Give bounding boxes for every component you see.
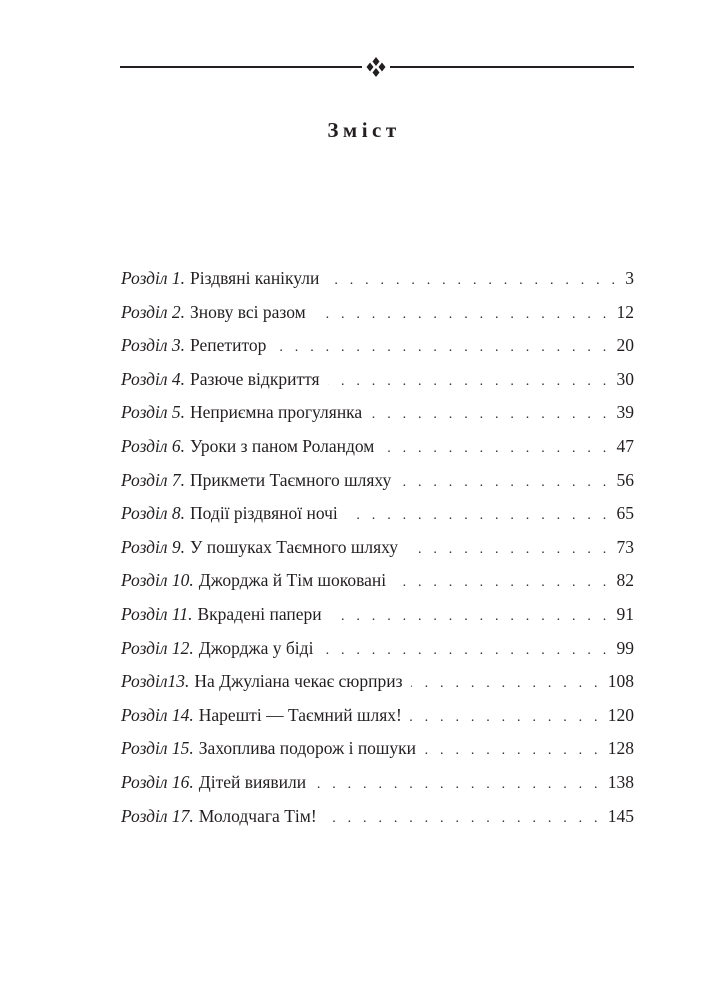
dot-leader bbox=[370, 402, 610, 427]
page-number: 82 bbox=[616, 570, 634, 591]
page-number: 145 bbox=[607, 805, 634, 826]
dot-leader bbox=[325, 806, 602, 831]
page-number: 3 bbox=[625, 268, 634, 288]
toc-entry[interactable] bbox=[121, 602, 634, 636]
dot-leader bbox=[394, 570, 610, 595]
chapter-label: Розділ 9. bbox=[121, 536, 186, 557]
page-number: 47 bbox=[616, 435, 634, 456]
page-number: 108 bbox=[607, 671, 634, 692]
chapter-title: Нарешті — Таємний шлях! bbox=[198, 704, 402, 725]
toc-entry[interactable] bbox=[121, 367, 634, 401]
chapter-title: На Джуліана чекає сюрприз bbox=[194, 671, 403, 692]
header-ornament-rule bbox=[120, 56, 634, 78]
dot-leader bbox=[314, 772, 602, 797]
toc-entry[interactable] bbox=[121, 468, 634, 502]
toc-entry[interactable] bbox=[121, 434, 634, 468]
page-number: 56 bbox=[616, 469, 634, 490]
chapter-label: Розділ 8. bbox=[121, 503, 186, 524]
chapter-label: Розділ 7. bbox=[121, 469, 186, 490]
dot-leader bbox=[321, 638, 610, 663]
dot-leader bbox=[424, 738, 602, 763]
chapter-title: Неприємна прогулянка bbox=[190, 402, 363, 423]
chapter-title: Репетитор bbox=[190, 335, 267, 356]
toc-entry[interactable] bbox=[121, 266, 634, 300]
chapter-label: Розділ 17. bbox=[121, 805, 194, 826]
page-number: 120 bbox=[607, 704, 634, 725]
rule-line-right bbox=[390, 66, 634, 68]
dot-leader bbox=[382, 436, 610, 461]
chapter-title: Різдвяні канікули bbox=[190, 268, 320, 288]
chapter-title: Дітей виявили bbox=[198, 771, 307, 792]
chapter-title: Разюче відкриття bbox=[190, 368, 320, 389]
chapter-title: Джорджа й Тім шоковані bbox=[198, 570, 387, 591]
toc-entry[interactable] bbox=[121, 300, 634, 334]
chapter-label: Розділ 10. bbox=[121, 570, 194, 591]
toc-entry[interactable] bbox=[121, 333, 634, 367]
chapter-label: Розділ13. bbox=[121, 671, 190, 692]
page-number: 128 bbox=[607, 738, 634, 759]
dot-leader bbox=[346, 503, 611, 528]
chapter-label: Розділ 3. bbox=[121, 335, 186, 356]
toc-entry[interactable] bbox=[121, 400, 634, 434]
chapter-label: Розділ 2. bbox=[121, 301, 186, 322]
dot-leader bbox=[410, 705, 602, 730]
chapter-title: Уроки з паном Роландом bbox=[190, 435, 375, 456]
page-number: 20 bbox=[616, 335, 634, 356]
page-number: 138 bbox=[607, 771, 634, 792]
chapter-title: Вкрадені папери bbox=[197, 603, 322, 624]
toc-entry[interactable] bbox=[121, 703, 634, 737]
chapter-title: Прикмети Таємного шляху bbox=[190, 469, 392, 490]
dot-leader bbox=[411, 671, 602, 696]
toc-entry[interactable] bbox=[121, 535, 634, 569]
dot-leader bbox=[328, 369, 611, 394]
chapter-label: Розділ 14. bbox=[121, 704, 194, 725]
dot-leader bbox=[274, 335, 610, 360]
toc-entry[interactable] bbox=[121, 736, 634, 770]
toc-entry[interactable] bbox=[121, 636, 634, 670]
chapter-label: Розділ 4. bbox=[121, 368, 186, 389]
dot-leader bbox=[406, 537, 611, 562]
page-number: 73 bbox=[616, 536, 634, 557]
chapter-label: Розділ 15. bbox=[121, 738, 194, 759]
chapter-label: Розділ 1. bbox=[121, 268, 186, 288]
toc-entry[interactable] bbox=[121, 501, 634, 535]
dot-leader bbox=[330, 604, 611, 629]
chapter-title: Молодчага Тім! bbox=[198, 805, 317, 826]
page-number: 39 bbox=[616, 402, 634, 423]
chapter-label: Розділ 6. bbox=[121, 435, 186, 456]
chapter-label: Розділ 11. bbox=[121, 603, 193, 624]
toc-entry[interactable] bbox=[121, 770, 634, 804]
page-number: 91 bbox=[616, 603, 634, 624]
chapter-title: Знову всі разом bbox=[190, 301, 306, 322]
page-number: 30 bbox=[616, 368, 634, 389]
chapter-title: Події різдвяної ночі bbox=[190, 503, 338, 524]
chapter-label: Розділ 12. bbox=[121, 637, 194, 658]
dot-leader bbox=[399, 470, 610, 495]
chapter-label: Розділ 16. bbox=[121, 771, 194, 792]
page-title: Зміст bbox=[327, 118, 401, 142]
chapter-title: Джорджа у біді bbox=[198, 637, 314, 658]
toc-entry[interactable] bbox=[121, 568, 634, 602]
dot-leader bbox=[327, 268, 619, 293]
toc-entry[interactable] bbox=[121, 804, 634, 838]
diamond-fleuron-icon bbox=[364, 56, 388, 78]
rule-line-left bbox=[120, 66, 362, 68]
page-number: 12 bbox=[616, 301, 634, 322]
dot-leader bbox=[314, 302, 611, 327]
chapter-title: Захоплива подорож і пошуки bbox=[198, 738, 417, 759]
chapter-title: У пошуках Таємного шляху bbox=[190, 536, 398, 557]
chapter-label: Розділ 5. bbox=[121, 402, 186, 423]
toc-entry[interactable] bbox=[121, 669, 634, 703]
table-of-contents bbox=[121, 266, 634, 837]
page-number: 65 bbox=[616, 503, 634, 524]
page-number: 99 bbox=[616, 637, 634, 658]
